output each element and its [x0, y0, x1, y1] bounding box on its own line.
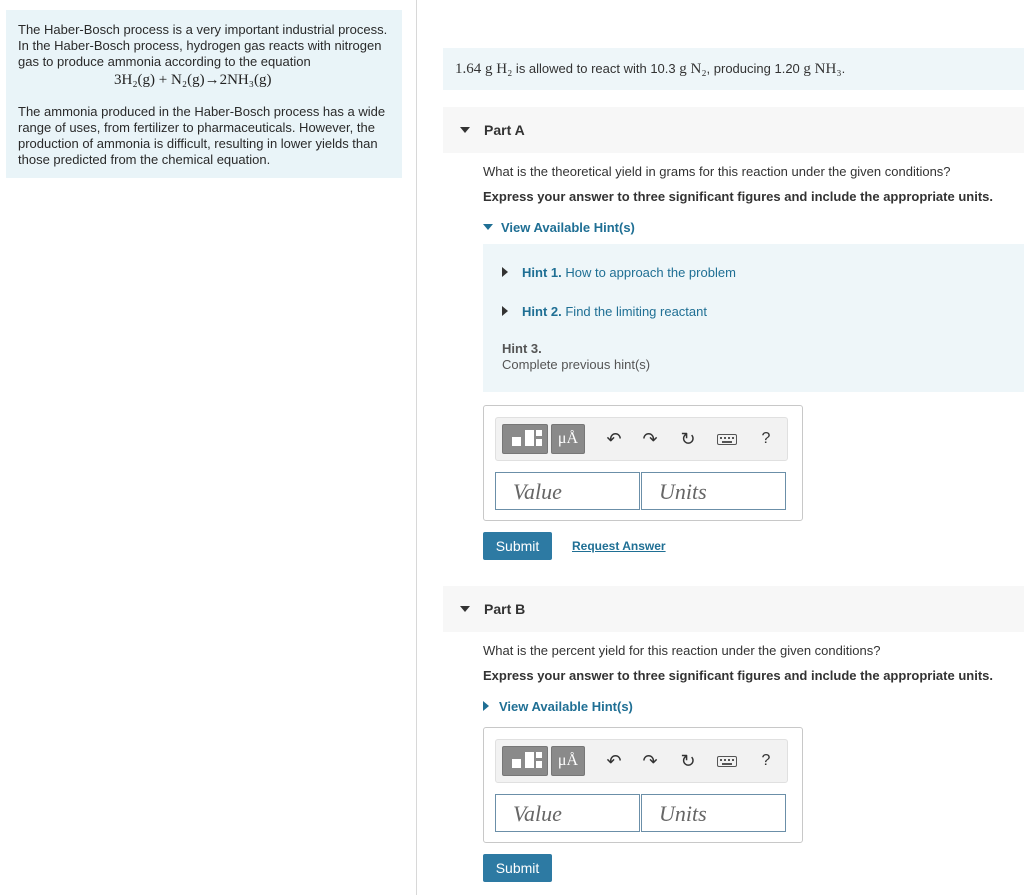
collapse-triangle-icon [460, 127, 470, 133]
units-input[interactable]: Units [641, 472, 786, 510]
hint-2[interactable] [502, 304, 707, 319]
hint-2-number: Hint 2. [522, 304, 562, 319]
templates-button[interactable] [502, 746, 548, 776]
given-text-3: . [841, 61, 846, 76]
problem-intro [6, 10, 402, 178]
math-toolbar [495, 417, 788, 461]
redo-icon[interactable]: ↷ [642, 429, 658, 449]
given-n2-mass: g N₂ [679, 61, 707, 77]
part-a-hints-label: View Available Hint(s) [501, 220, 635, 235]
reset-icon[interactable]: ↻ [680, 751, 696, 771]
value-input[interactable]: Value [495, 794, 640, 832]
collapse-triangle-icon [460, 606, 470, 612]
given-nh3-mass: g NH₃ [803, 61, 842, 77]
part-a-view-hints-link[interactable] [483, 220, 635, 235]
part-a-answer-box [483, 405, 803, 521]
units-symbols-button[interactable]: μÅ [551, 746, 585, 776]
part-a-hints-panel [483, 244, 1024, 392]
part-b-hints-label: View Available Hint(s) [499, 699, 633, 714]
part-b-header[interactable] [443, 586, 1024, 632]
chemical-equation: 3H₂(g) + N₂(g)→2NH₃(g) [114, 72, 272, 88]
part-b-submit-button[interactable]: Submit [483, 854, 552, 882]
part-b-instruction: Express your answer to three significant figures and include the appropriate units. [483, 668, 993, 683]
given-h2-mass: 1.64 g H₂ [455, 61, 513, 77]
part-b-answer-box [483, 727, 803, 843]
math-toolbar [495, 739, 788, 783]
units-input[interactable]: Units [641, 794, 786, 832]
intro-text-2: The ammonia produced in the Haber-Bosch process has a wide range of uses, from fertilizer to pharmaceuticals. However, the production of ammonia is difficult, resulting in lower yields than those predicted from the chemical equation. [18, 104, 386, 167]
value-input[interactable]: Value [495, 472, 640, 510]
help-icon[interactable]: ? [761, 430, 771, 447]
hints-expanded-triangle-icon [483, 224, 493, 230]
help-icon[interactable]: ? [761, 752, 771, 769]
part-b-title: Part B [484, 601, 526, 617]
given-text-1: is allowed to react with 10.3 [512, 61, 680, 76]
hint-3-number: Hint 3. [502, 341, 542, 356]
hint-1[interactable] [502, 265, 736, 280]
reset-icon[interactable]: ↻ [680, 429, 696, 449]
request-answer-link[interactable]: Request Answer [572, 539, 666, 553]
keyboard-icon[interactable] [717, 756, 737, 767]
part-a-question: What is the theoretical yield in grams for this reaction under the given conditions? [483, 164, 951, 179]
expand-triangle-icon [502, 267, 508, 277]
part-a-submit-button[interactable]: Submit [483, 532, 552, 560]
keyboard-icon[interactable] [717, 434, 737, 445]
undo-icon[interactable]: ↶ [606, 429, 622, 449]
expand-triangle-icon [502, 306, 508, 316]
templates-button[interactable] [502, 424, 548, 454]
hints-collapsed-triangle-icon [483, 701, 489, 711]
redo-icon[interactable]: ↷ [642, 751, 658, 771]
hint-1-text: How to approach the problem [565, 265, 736, 280]
hint-3-text: Complete previous hint(s) [502, 357, 651, 372]
column-divider [416, 0, 417, 895]
part-b-view-hints-link[interactable] [483, 699, 633, 714]
part-a-instruction: Express your answer to three significant figures and include the appropriate units. [483, 189, 993, 204]
given-text-2: , producing 1.20 [706, 61, 804, 76]
hint-2-text: Find the limiting reactant [565, 304, 707, 319]
given-statement [443, 48, 1024, 90]
hint-1-number: Hint 1. [522, 265, 562, 280]
intro-text-1: The Haber-Bosch process is a very important industrial process. In the Haber-Bosch process, hydrogen gas reacts with nitrogen gas to produce ammonia according to the equation [18, 22, 388, 69]
part-a-header[interactable] [443, 107, 1024, 153]
units-symbols-button[interactable]: μÅ [551, 424, 585, 454]
part-b-question: What is the percent yield for this reaction under the given conditions? [483, 643, 881, 658]
undo-icon[interactable]: ↶ [606, 751, 622, 771]
hint-3 [502, 341, 650, 373]
part-a-title: Part A [484, 122, 525, 138]
